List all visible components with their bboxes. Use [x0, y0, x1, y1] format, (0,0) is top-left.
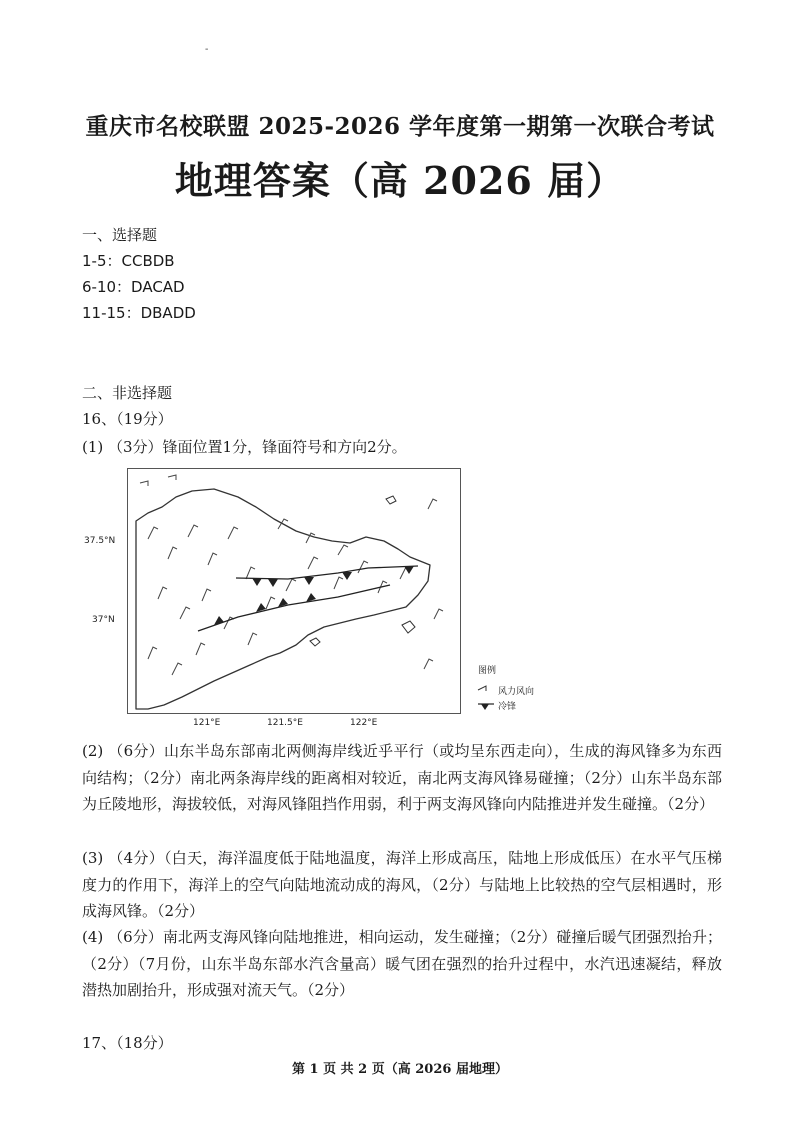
legend-wind-icon: [476, 682, 496, 712]
map-svg: [128, 469, 460, 713]
q16-part4: (4) （6分）南北两支海风锋向陆地推进，相向运动，发生碰撞；（2分）碰撞后暖气团强烈抬升；（2分）（7月份，山东半岛东部水汽含量高）暖气团在强烈的抬升过程中，水汽迅速凝结，释放潜热加剧抬升，形成强对流天气。（2分）: [82, 928, 722, 999]
lat-label-37-5: 37.5°N: [84, 536, 116, 546]
section-heading-choice: 一、选择题: [82, 226, 158, 244]
exam-title: 重庆市名校联盟 2025-2026 学年度第一期第一次联合考试: [85, 113, 715, 140]
page-footer: 第 1 页 共 2 页（高 2026 届地理）: [292, 1062, 508, 1077]
q16-part1: (1) （3分）锋面位置1分，锋面符号和方向2分。: [82, 438, 407, 456]
answer-line-11-15: 11-15：DBADD: [82, 304, 196, 322]
shandong-map-figure: [127, 468, 461, 714]
document-title: 地理答案（高 2026 届）: [174, 158, 626, 203]
answer-line-1-5: 1-5：CCBDB: [82, 252, 175, 270]
legend-title: 图例: [478, 666, 497, 676]
page-mark: -: [205, 44, 209, 55]
answer-line-6-10: 6-10：DACAD: [82, 278, 185, 296]
question-17-label: 17、（18分）: [82, 1034, 173, 1052]
lon-label-122: 122°E: [350, 718, 378, 728]
question-16-label: 16、（19分）: [82, 410, 173, 428]
legend-wind-label: 风力风向: [498, 687, 535, 697]
section-heading-nonchoice: 二、非选择题: [82, 384, 173, 402]
q16-part2: (2) （6分）山东半岛东部南北两侧海岸线近乎平行（或均呈东西走向），生成的海风锋多为东西向结构；（2分）南北两条海岸线的距离相对较近，南北两支海风锋易碰撞；（2分）山东半岛东部为丘陵地形，海拔较低，对海风锋阻挡作用弱，利于两支海风锋向内陆推进并发生碰撞。（2分）: [82, 742, 722, 813]
lon-label-121: 121°E: [193, 718, 221, 728]
lat-label-37: 37°N: [92, 615, 115, 625]
lon-label-121-5: 121.5°E: [267, 718, 303, 728]
q16-part3: (3) （4分）（白天，海洋温度低于陆地温度，海洋上形成高压，陆地上形成低压）在水平气压梯度力的作用下，海洋上的空气向陆地流动成的海风，（2分）与陆地上比较热的空气层相遇时，形成海风锋。（2分）: [82, 849, 722, 920]
legend-front-label: 冷锋: [498, 702, 517, 712]
